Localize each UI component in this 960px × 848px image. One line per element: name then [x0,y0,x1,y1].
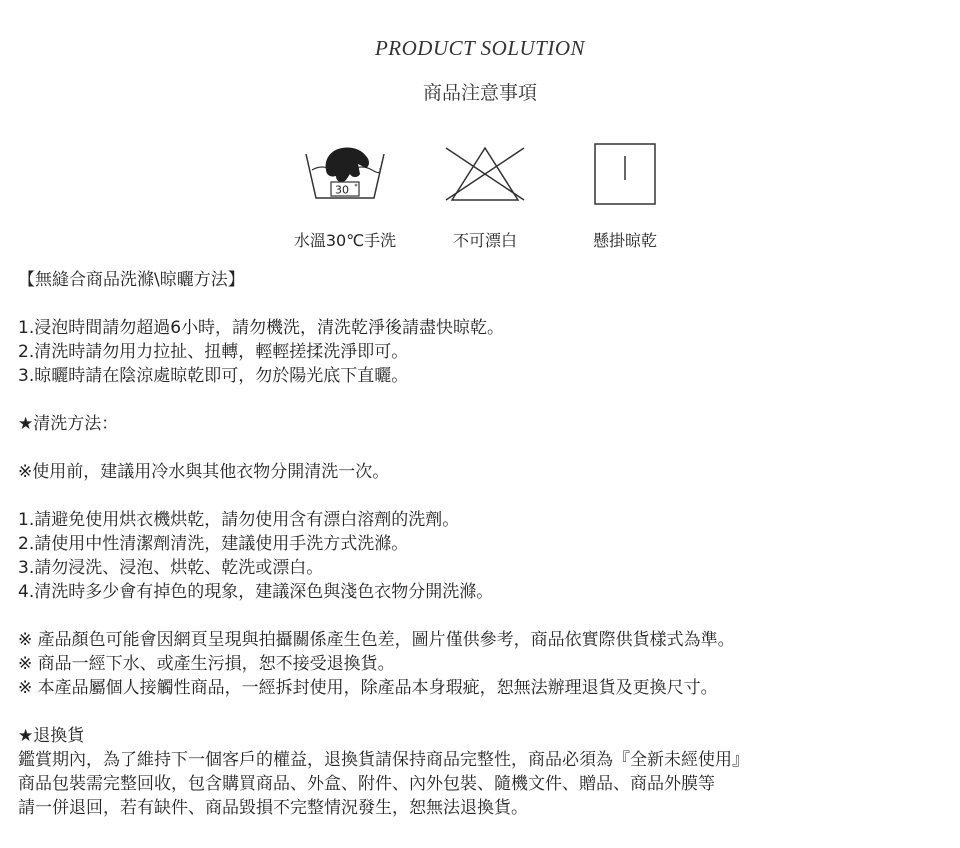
care-icons-row [290,140,680,251]
return-line: 鑑賞期內，為了維持下一個客戶的權益，退換貨請保持商品完整性，商品必須為『全新未經使用』 [18,750,749,770]
care-item-hand-wash [290,140,400,251]
no-bleach-icon [440,140,530,208]
return-line: 請一併退回，若有缺件、商品毀損不完整情況發生，恕無法退換貨。 [18,798,528,818]
page-title: 商品注意事項 [422,82,537,104]
wash-temp-value: 30 [335,183,349,197]
method-item: 3.請勿浸洗、浸泡、烘乾、乾洗或漂白。 [18,558,324,578]
line-dry-icon [580,140,670,208]
care-label-hand-wash: 水溫30℃手洗 [293,231,397,250]
wash-dry-heading: 【無縫合商品洗滌\晾曬方法】 [18,270,245,290]
hand-wash-icon [300,140,390,208]
care-instructions [18,268,953,820]
method-heading: ★清洗方法： [18,414,119,434]
return-heading: ★退換貨 [18,726,85,746]
care-label-line-dry: 懸掛晾乾 [592,231,657,250]
notice-item: ※ 產品顏色可能會因網頁呈現與拍攝關係產生色差，圖片僅供參考，商品依實際供貨樣式為準。 [18,630,735,650]
return-line: 商品包裝需完整回收，包含購買商品、外盒、附件、內外包裝、隨機文件、贈品、商品外膜等 [18,774,715,794]
method-item: 4.清洗時多少會有掉色的現象，建議深色與淺色衣物分開洗滌。 [18,582,494,602]
care-item-no-bleach [430,140,540,251]
wash-dry-item: 1.浸泡時間請勿超過6小時，請勿機洗，清洗乾淨後請盡快晾乾。 [18,318,505,338]
notice-item: ※ 商品一經下水、或產生污損，恕不接受退換貨。 [18,654,395,674]
before-use-note: ※使用前，建議用冷水與其他衣物分開清洗一次。 [18,462,390,482]
wash-dry-item: 2.清洗時請勿用力拉扯、扭轉，輕輕搓揉洗淨即可。 [18,342,409,362]
care-item-line-dry [570,140,680,251]
notice-item: ※ 本產品屬個人接觸性商品，一經拆封使用，除產品本身瑕疵，恕無法辦理退貨及更換尺寸。 [18,678,718,698]
method-item: 1.請避免使用烘衣機烘乾，請勿使用含有漂白溶劑的洗劑。 [18,510,460,530]
care-label-no-bleach: 不可漂白 [452,231,517,250]
section-eyebrow: PRODUCT SOLUTION [374,36,586,60]
method-item: 2.請使用中性清潔劑清洗，建議使用手洗方式洗滌。 [18,534,409,554]
wash-dry-item: 3.晾曬時請在陰涼處晾乾即可，勿於陽光底下直曬。 [18,366,409,386]
